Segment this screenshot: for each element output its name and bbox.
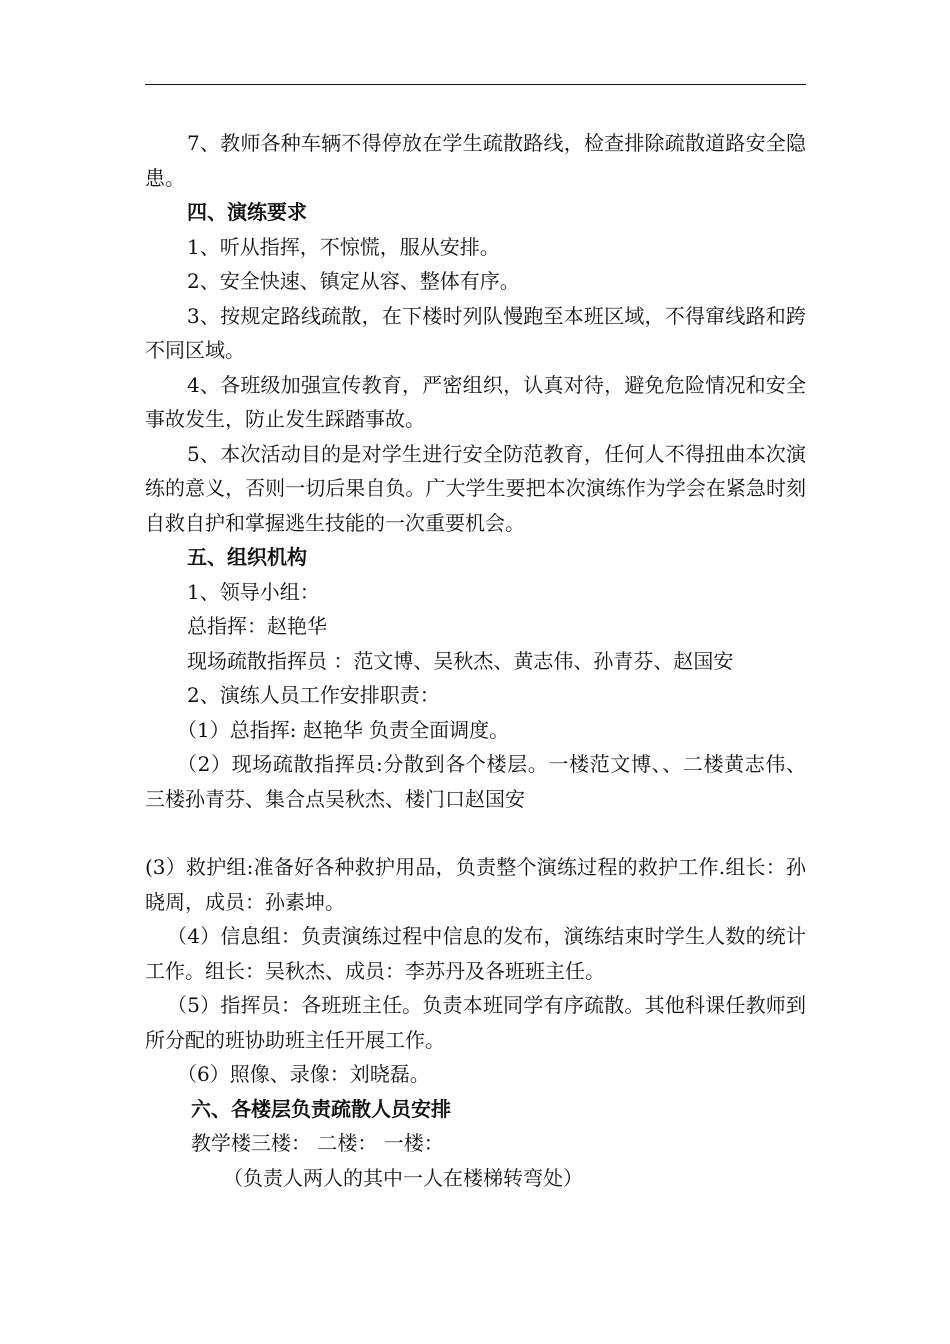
- duty-3: (3）救护组:准备好各种救护用品，负责整个演练过程的救护工作.组长：孙晓周，成员：孙素坤。: [145, 855, 806, 914]
- requirement-5: 5、本次活动目的是对学生进行安全防范教育，任何人不得扭曲本次演练的意义，否则一切后果自负。广大学生要把本次演练作为学会在紧急时刻自救自护和掌握逃生技能的一次重要机会。: [145, 441, 806, 535]
- section-heading-requirements: 四、演练要求: [187, 200, 307, 224]
- duty-1: （1）总指挥: 赵艳华 负责全面调度。: [177, 717, 510, 742]
- onsite-commanders: 现场疏散指挥员 ：范文博、吴秋杰、黄志伟、孙青芬、赵国安: [187, 648, 734, 673]
- duty-5: （5）指挥员：各班班主任。负责本班同学有序疏散。其他科课任教师到所分配的班协助班主任开展工作。: [145, 993, 806, 1052]
- floor-list: 教学楼三楼： 二楼： 一楼：: [191, 1131, 444, 1155]
- duty-6: （6）照像、录像：刘晓磊。: [177, 1062, 430, 1086]
- leadership-group: 1、领导小组：: [187, 579, 320, 604]
- requirement-3: 3、按规定路线疏散，在下楼时列队慢跑至本班区域，不得窜线路和跨不同区域。: [145, 303, 806, 362]
- staff-duties-heading: 2、演练人员工作安排职责：: [187, 683, 440, 707]
- chief-commander: 总指挥：赵艳华: [187, 614, 327, 638]
- requirement-4: 4、各班级加强宣传教育，严密组织，认真对待，避免危险情况和安全事故发生，防止发生踩踏事故。: [145, 372, 806, 431]
- floor-note: （负责人两人的其中一人在楼梯转弯处）: [223, 1165, 583, 1190]
- blank-line: [145, 816, 806, 850]
- header-rule: [145, 84, 806, 85]
- section-heading-floor-staff: 六、各楼层负责疏散人员安排: [191, 1096, 451, 1121]
- requirement-2: 2、安全快速、镇定从容、整体有序。: [187, 269, 520, 293]
- document-body: [145, 126, 806, 1195]
- paragraph-item-7: 7、教师各种车辆不得停放在学生疏散路线，检查排除疏散道路安全隐患。: [145, 131, 806, 190]
- duty-2: （2）现场疏散指挥员:分散到各个楼层。一楼范文博、、二楼黄志伟、三楼孙青芬、集合点吴秋杰、楼门口赵国安: [145, 752, 806, 811]
- requirement-1: 1、听从指挥，不惊慌，服从安排。: [187, 234, 500, 259]
- section-heading-organization: 五、组织机构: [187, 545, 307, 569]
- duty-4: （4）信息组：负责演练过程中信息的发布，演练结束时学生人数的统计工作。组长：吴秋杰、成员：李苏丹及各班班主任。: [145, 924, 806, 983]
